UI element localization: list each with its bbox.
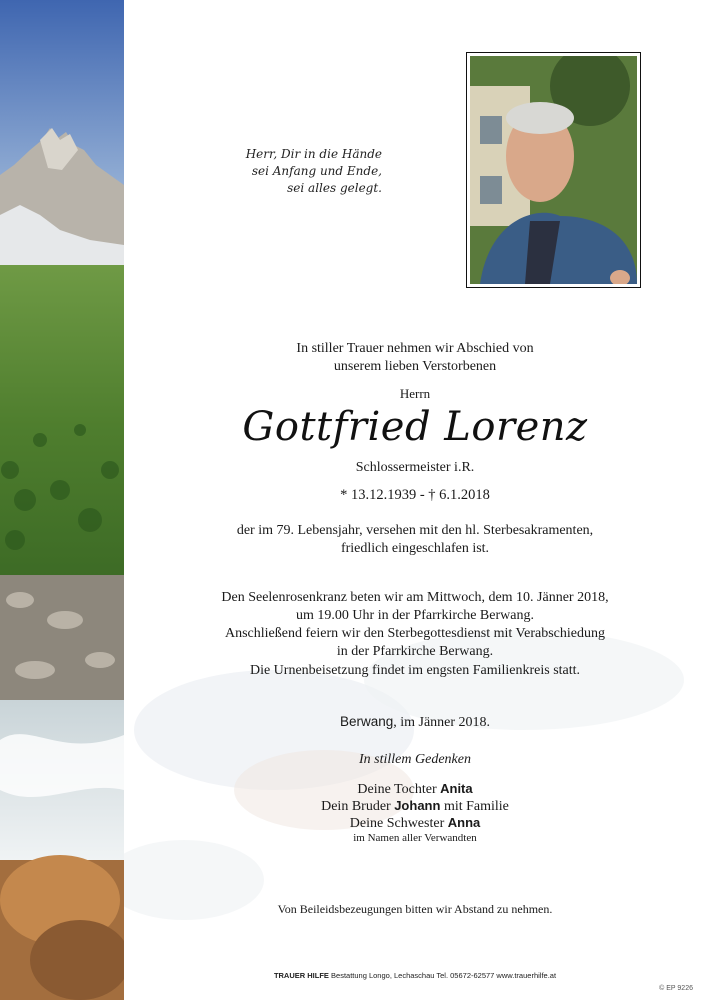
rosary-line: Anschließend feiern wir den Sterbegottesdienst mit Verabschiedung — [225, 626, 605, 641]
mourning-heading: In stillem Gedenken — [359, 752, 471, 767]
life-dates: * 13.12.1939 - † 6.1.2018 — [340, 487, 490, 503]
deceased-name: Gottfried Lorenz — [242, 404, 588, 450]
mountain-landscape-image — [0, 0, 124, 1000]
intro-line: unserem lieben Verstorbenen — [333, 359, 497, 374]
document-code: © EP 9226 — [659, 985, 693, 992]
place-date-text: , im Jänner 2018. — [393, 715, 491, 730]
footer-brand: TRAUER HILFE — [273, 971, 329, 980]
verse-block — [232, 146, 382, 197]
verse-line: sei Anfang und Ende, — [251, 164, 382, 178]
relative-suffix: mit Familie — [440, 799, 509, 814]
relative-line — [160, 780, 670, 798]
relative-line — [160, 797, 670, 815]
deceased-title: Schlossermeister i.R. — [355, 460, 475, 475]
verse-line: sei alles gelegt. — [287, 181, 382, 195]
rosary-text — [160, 589, 670, 661]
salutation: Herrn — [399, 386, 431, 401]
relative-name: Anna — [447, 815, 481, 830]
relative-prefix: Deine Tochter — [357, 782, 441, 797]
portrait-photo — [466, 52, 641, 288]
age-line: der im 79. Lebensjahr, versehen mit den hl. Sterbesakramenten, — [236, 523, 594, 538]
rosary-line: Den Seelenrosenkranz beten wir am Mittwoch, dem 10. Jänner 2018, — [221, 590, 609, 605]
portrait-image — [470, 56, 637, 284]
footer-credit — [160, 971, 670, 980]
intro-line: In stiller Trauer nehmen wir Abschied von — [296, 341, 534, 356]
urn-text: Die Urnenbeisetzung findet im engsten Familienkreis statt. — [249, 663, 581, 678]
relative-name: Anita — [440, 781, 473, 796]
age-text — [160, 522, 670, 558]
intro-text — [160, 340, 670, 376]
relatives-note: im Namen aller Verwandten — [353, 832, 477, 844]
condolences-note: Von Beileidsbezeugungen bitten wir Abstand zu nehmen. — [277, 902, 553, 916]
rosary-line: um 19.00 Uhr in der Pfarrkirche Berwang. — [296, 608, 534, 623]
rosary-line: in der Pfarrkirche Berwang. — [336, 644, 494, 659]
place-date — [160, 714, 670, 731]
verse-line: Herr, Dir in die Hände — [245, 147, 382, 161]
place-town: Berwang — [339, 714, 394, 729]
age-line: friedlich eingeschlafen ist. — [340, 541, 490, 556]
landscape-strip — [0, 0, 124, 1000]
relative-prefix: Deine Schwester — [349, 816, 448, 831]
relative-prefix: Dein Bruder — [321, 799, 395, 814]
footer-text: Bestattung Longo, Lechaschau Tel. 05672-62577 www.trauerhilfe.at — [328, 971, 557, 980]
relative-name: Johann — [394, 798, 441, 813]
